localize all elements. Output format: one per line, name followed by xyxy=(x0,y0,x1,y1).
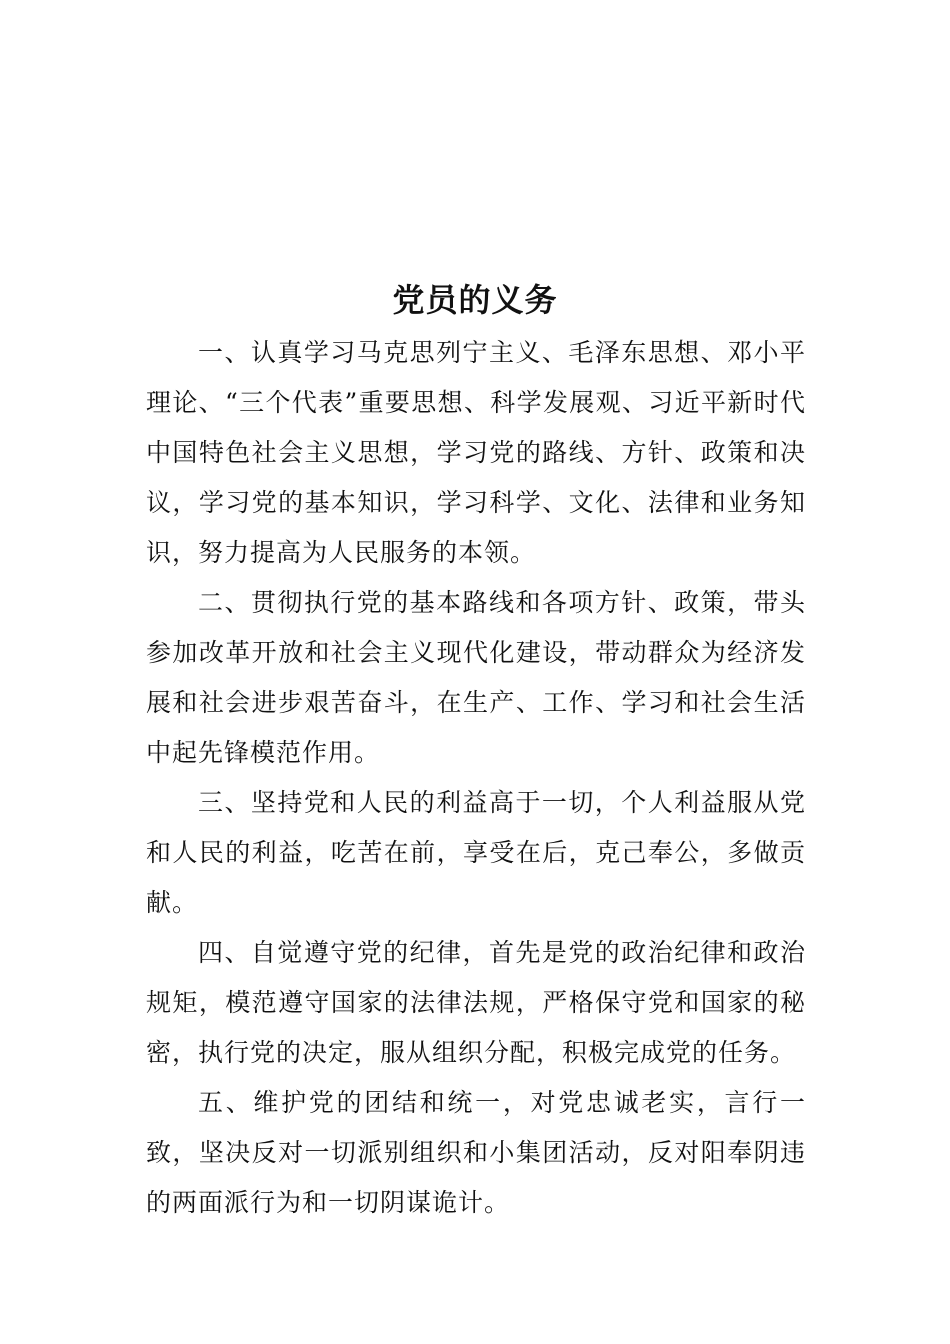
paragraph-duty-4: 四、自觉遵守党的纪律，首先是党的政治纪律和政治规矩，模范遵守国家的法律法规，严格保守党和国家的秘密，执行党的决定，服从组织分配，积极完成党的任务。 xyxy=(146,938,806,1067)
paragraph-duty-2: 二、贯彻执行党的基本路线和各项方针、政策，带头参加改革开放和社会主义现代化建设，带动群众为经济发展和社会进步艰苦奋斗，在生产、工作、学习和社会生活中起先锋模范作用。 xyxy=(146,588,806,767)
paragraph-duty-3: 三、坚持党和人民的利益高于一切，个人利益服从党和人民的利益，吃苦在前，享受在后，克己奉公，多做贡献。 xyxy=(146,788,806,917)
document-body xyxy=(146,328,806,1228)
document-title: 党员的义务 xyxy=(392,281,558,319)
paragraph-duty-5: 五、维护党的团结和统一，对党忠诚老实，言行一致，坚决反对一切派别组织和小集团活动，反对阳奉阴违的两面派行为和一切阴谋诡计。 xyxy=(146,1088,806,1217)
paragraph-duty-1: 一、认真学习马克思列宁主义、毛泽东思想、邓小平理论、“三个代表”重要思想、科学发展观、习近平新时代中国特色社会主义思想，学习党的路线、方针、政策和决议，学习党的基本知识，学习科学、文化、法律和业务知识，努力提高为人民服务的本领。 xyxy=(146,338,806,567)
